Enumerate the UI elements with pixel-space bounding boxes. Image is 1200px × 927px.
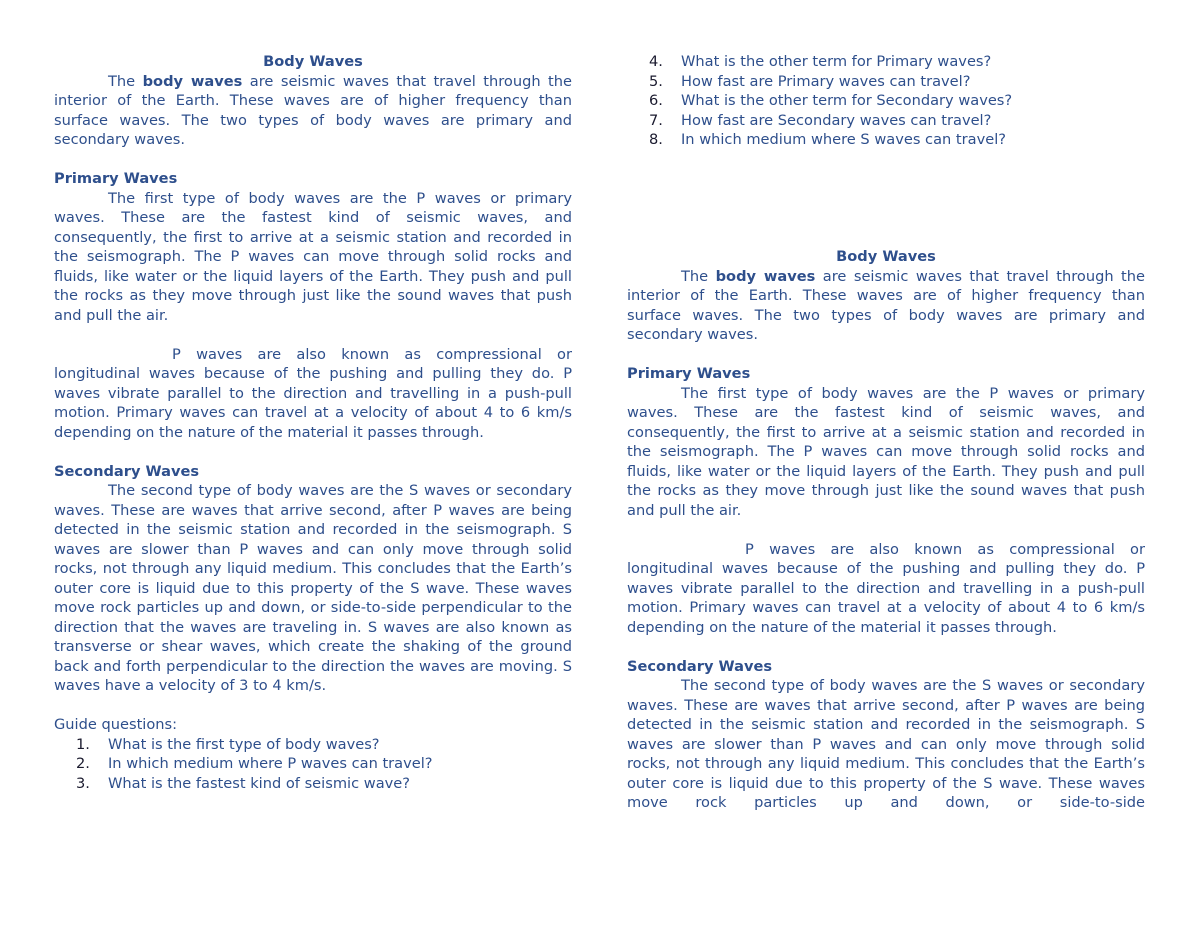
guide-questions-list <box>54 735 572 794</box>
list-item <box>54 735 572 755</box>
secondary-waves-heading-repeat: Secondary Waves <box>627 657 773 675</box>
primary-waves-paragraph-2-repeat: P waves are also known as compressional or longitudinal waves because of the pushing and pulling they do. P waves vibrate parallel to the direction and travelling in a push-pull motion. Primary waves can travel at a velocity of about 4 to 6 km/s depending on the nature of the material it passes through. <box>627 540 1145 636</box>
list-item <box>627 52 1145 72</box>
primary-waves-paragraph: The first type of body waves are the P waves or primary waves. These are the fastest kind of seismic waves, and consequently, the first to arrive at a seismic station and recorded in the seismograph. The P waves can move through solid rocks and fluids, like water or the liquid layers of the Earth. They push and pull the rocks as they move through just like the sound waves that push and pull the air. <box>54 189 572 324</box>
list-item <box>627 111 1145 131</box>
intro-paragraph <box>54 72 572 150</box>
list-item <box>627 91 1145 111</box>
right-column <box>627 247 1145 813</box>
intro-text-start: The <box>108 72 143 90</box>
question-number: 5. <box>649 72 663 90</box>
intro-text-start: The <box>681 267 716 285</box>
primary-waves-paragraph-2: P waves are also known as compressional or longitudinal waves because of the pushing and pulling they do. P waves vibrate parallel to the direction and travelling in a push-pull motion. Primary waves can travel at a velocity of about 4 to 6 km/s depending on the nature of the material it passes through. <box>54 345 572 441</box>
question-text: How fast are Primary waves can travel? <box>681 72 971 90</box>
question-text: In which medium where P waves can travel? <box>108 755 433 772</box>
page-title: Body Waves <box>263 53 363 70</box>
question-number: 6. <box>649 92 663 109</box>
list-item <box>627 130 1145 150</box>
page-title-repeat: Body Waves <box>836 248 936 265</box>
question-number: 7. <box>649 111 663 129</box>
list-item <box>627 72 1145 92</box>
question-number: 2. <box>76 755 90 772</box>
secondary-waves-paragraph: The second type of body waves are the S waves or secondary waves. These are waves that arrive second, after P waves are being detected in the seismic station and recorded in the seismograph. S waves are slower than P waves and can only move through solid rocks, not through any liquid medium. This concludes that the Earth’s outer core is liquid due to this property of the S wave. These waves move rock particles up and down, or side-to-side perpendicular to the direction that the waves are traveling in. S waves are also known as transverse or shear waves, which create the shaking of the ground back and forth perpendicular to the direction the waves are moving. S waves have a velocity of 3 to 4 km/s. <box>54 482 572 694</box>
question-text: What is the other term for Primary waves? <box>681 53 992 70</box>
secondary-waves-heading: Secondary Waves <box>54 462 200 480</box>
left-column <box>54 52 572 793</box>
intro-bold-term: body waves <box>715 267 816 285</box>
primary-waves-heading: Primary Waves <box>54 170 178 187</box>
secondary-waves-paragraph-repeat: The second type of body waves are the S waves or secondary waves. These are waves that arrive second, after P waves are being detected in the seismic station and recorded in the seismograph. S waves are slower than P waves and can only move through solid rocks, not through any liquid medium. This concludes that the Earth’s outer core is liquid due to this property of the S wave. These waves move rock particles up and down, or side-to-side <box>627 677 1145 811</box>
intro-bold-term: body waves <box>142 72 243 90</box>
question-text: How fast are Secondary waves can travel? <box>681 111 992 129</box>
question-number: 8. <box>649 131 663 148</box>
list-item <box>54 774 572 794</box>
question-number: 1. <box>76 735 90 753</box>
question-number: 4. <box>649 53 663 70</box>
primary-waves-paragraph-repeat: The first type of body waves are the P waves or primary waves. These are the fastest kind of seismic waves, and consequently, the first to arrive at a seismic station and recorded in the seismograph. The P waves can move through solid rocks and fluids, like water or the liquid layers of the Earth. They push and pull the rocks as they move through just like the sound waves that push and pull the air. <box>627 384 1145 519</box>
question-text: What is the other term for Secondary waves? <box>681 92 1013 109</box>
question-text: In which medium where S waves can travel? <box>681 131 1006 148</box>
guide-questions-list-continued <box>627 52 1145 150</box>
intro-paragraph-repeat <box>627 267 1145 345</box>
primary-waves-heading-repeat: Primary Waves <box>627 365 751 382</box>
question-number: 3. <box>76 774 90 792</box>
question-text: What is the fastest kind of seismic wave? <box>108 774 410 792</box>
question-text: What is the first type of body waves? <box>108 735 380 753</box>
list-item <box>54 754 572 774</box>
right-questions-block <box>627 52 1145 150</box>
intro-text-rest: are seismic waves that travel through the interior of the Earth. These waves are of higher frequency than surface waves. The two types of body waves are primary and secondary waves. <box>627 267 1145 343</box>
guide-questions-title: Guide questions: <box>54 716 178 733</box>
intro-text-rest: are seismic waves that travel through the interior of the Earth. These waves are of higher frequency than surface waves. The two types of body waves are primary and secondary waves. <box>54 72 572 148</box>
